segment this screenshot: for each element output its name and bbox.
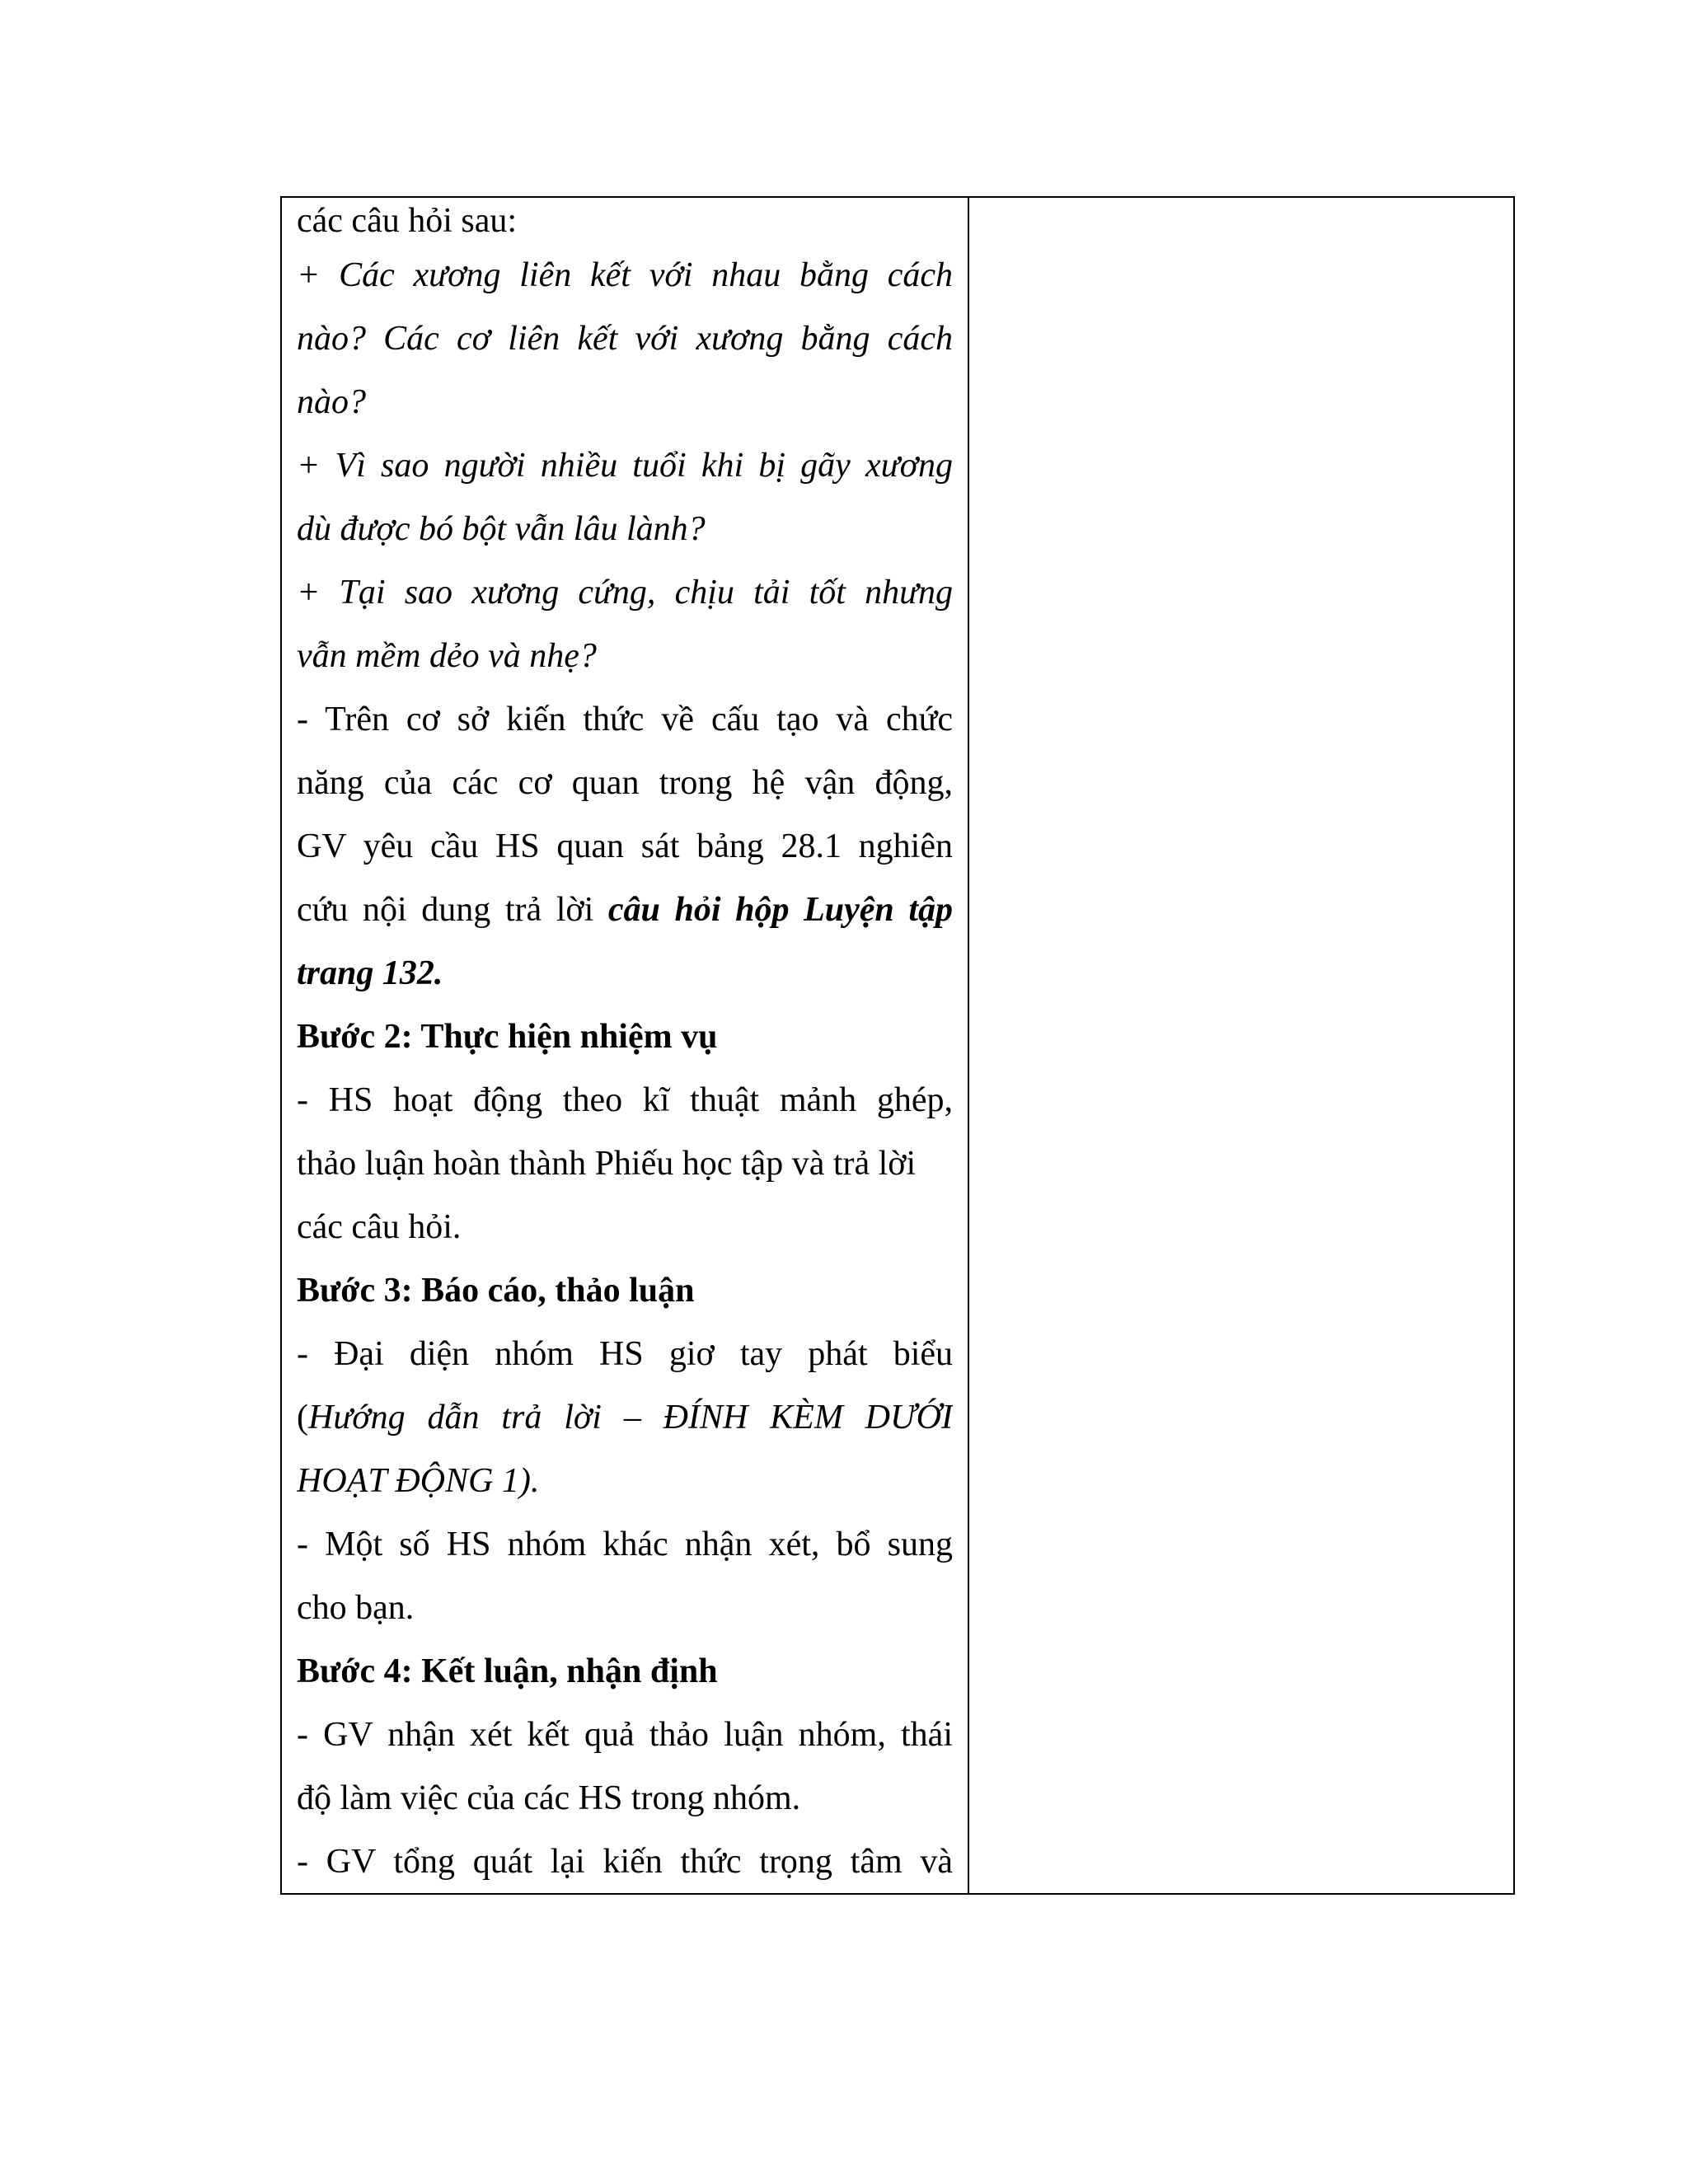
step-heading: Bước 2: Thực hiện nhiệm vụ [297,1018,718,1056]
text-line [297,879,953,942]
text-line: - Một số HS nhóm khác nhận xét, bổ sung [297,1526,953,1563]
emphasis-text: trang 132. [297,954,443,992]
emphasis-text: câu hỏi hộp Luyện tập [607,891,953,929]
text-line: các câu hỏi sau: [297,202,518,240]
step-heading: Bước 4: Kết luận, nhận định [297,1652,718,1690]
italic-text: HOẠT ĐỘNG 1). [297,1462,540,1500]
product-cell [969,198,1513,1893]
text-line: - Trên cơ sở kiến thức về cấu tạo và chức [297,701,953,738]
text-line: năng của các cơ quan trong hệ vận động, [297,764,953,802]
text-line: - GV tổng quát lại kiến thức trọng tâm và [297,1843,953,1881]
question-line: + Vì sao người nhiều tuổi khi bị gãy xương [297,447,953,485]
text-segment: cứu nội dung trả lời [297,891,608,929]
text-line [297,1386,953,1450]
question-line: vẫn mềm dẻo và nhẹ? [297,637,597,675]
text-line: thảo luận hoàn thành Phiếu học tập và trả lời [297,1145,917,1183]
question-line: + Các xương liên kết với nhau bằng cách [297,256,953,294]
question-line: + Tại sao xương cứng, chịu tải tốt nhưng [297,574,953,612]
lesson-table [280,196,1515,1895]
question-line: dù được bó bột vẫn lâu lành? [297,510,706,548]
text-line: - Đại diện nhóm HS giơ tay phát biểu [297,1335,953,1373]
teacher-activity-cell [282,198,969,1893]
italic-text: Hướng dẫn trả lời – ĐÍNH KÈM DƯỚI [308,1399,953,1436]
question-line: nào? Các cơ liên kết với xương bằng cách [297,320,953,358]
step-heading: Bước 3: Báo cáo, thảo luận [297,1272,695,1310]
text-line: độ làm việc của các HS trong nhóm. [297,1779,801,1817]
text-line: - HS hoạt động theo kĩ thuật mảnh ghép, [297,1081,953,1119]
text-line: cho bạn. [297,1589,415,1627]
text-segment: ( [297,1399,308,1436]
text-line: các câu hỏi. [297,1208,462,1246]
text-line: GV yêu cầu HS quan sát bảng 28.1 nghiên [297,827,953,865]
question-line: nào? [297,383,366,421]
text-line: - GV nhận xét kết quả thảo luận nhóm, thái [297,1716,953,1754]
